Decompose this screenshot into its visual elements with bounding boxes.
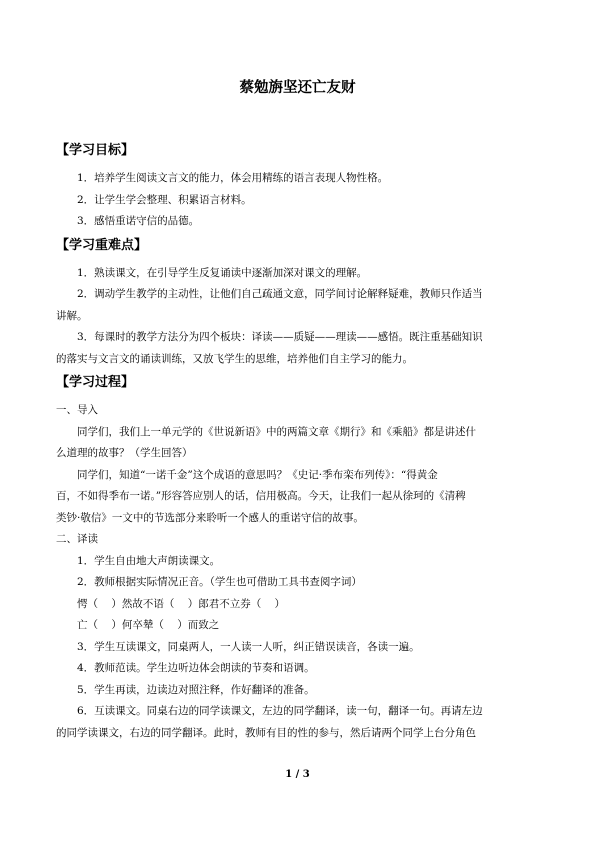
paragraph-continuation: 么道理的故事？（学生回答）: [56, 447, 193, 459]
paragraph: 3．感悟重诺守信的品德。: [77, 215, 200, 227]
paragraph-continuation: 的落实与文言文的诵读训练，又放飞学生的思维，培养他们自主学习的能力。: [56, 352, 413, 365]
subheading-translate-read: 二、译读: [56, 533, 98, 545]
paragraph: 3．学生互读课文，同桌两人，一人读一人听，纠正错误读音，各读一遍。: [77, 640, 420, 653]
paragraph: 5．学生再读，边读边对照注释，作好翻译的准备。: [77, 683, 315, 696]
paragraph: 2．教师根据实际情况正音。（学生也可借助工具书查阅字词）: [77, 576, 362, 588]
paragraph: 4．教师范读。学生边听边体会朗读的节奏和语调。: [77, 662, 315, 674]
fill-in-blank-line: 亡（ ）何卒辇（ ）而致之: [77, 619, 220, 631]
paragraph: 2．让学生学会整理、积累语言材料。: [77, 193, 252, 206]
section-heading-objectives: 【学习目标】: [56, 143, 135, 158]
paragraph: 3．每课时的教学方法分为四个板块：译读——质疑——理读——感悟。既注重基础知识: [77, 331, 483, 343]
document-title: 蔡勉旃坚还亡友财: [239, 80, 356, 96]
document-body: [56, 140, 542, 744]
subheading-intro: 一、导入: [56, 404, 98, 416]
paragraph-continuation: 类钞·敬信》一文中的节选部分来聆听一个感人的重诺守信的故事。: [56, 511, 364, 524]
paragraph-continuation: 讲解。: [56, 309, 88, 322]
paragraph: 1．熟读课文，在引导学生反复诵读中逐渐加深对课文的理解。: [77, 266, 368, 279]
paragraph-continuation: 百，不如得季布一诺。”形容答应别人的话，信用极高。今天，让我们一起从徐珂的《清稗: [56, 490, 466, 502]
fill-in-blank-line: 愕（ ）然故不语（ ）郎君不立券（ ）: [77, 597, 286, 610]
paragraph-continuation: 的同学读课文，右边的同学翻译。此时，教师有目的性的参与，然后请两个同学上台分角色: [56, 726, 476, 739]
page-number: 1 / 3: [285, 769, 310, 780]
paragraph: 2．调动学生教学的主动性，让他们自己疏通文意，同学间讨论解释疑难，教师只作适当: [77, 288, 483, 300]
paragraph: 1．学生自由地大声朗读课文。: [77, 554, 221, 567]
paragraph: 1．培养学生阅读文言文的能力，体会用精练的语言表现人物性格。: [77, 172, 389, 184]
section-heading-key-points: 【学习重难点】: [56, 237, 148, 253]
paragraph: 同学们，我们上一单元学的《世说新语》中的两篇文章《期行》和《乘船》都是讲述什: [77, 425, 476, 438]
paragraph: 同学们，知道“一诺千金”这个成语的意思吗？《史记·季布栾布列传》：“得黄金: [77, 468, 438, 481]
section-heading-process: 【学习过程】: [56, 375, 135, 390]
paragraph: 6．互读课文。同桌右边的同学读课文，左边的同学翻译，读一句，翻译一句。再请左边: [77, 705, 483, 717]
